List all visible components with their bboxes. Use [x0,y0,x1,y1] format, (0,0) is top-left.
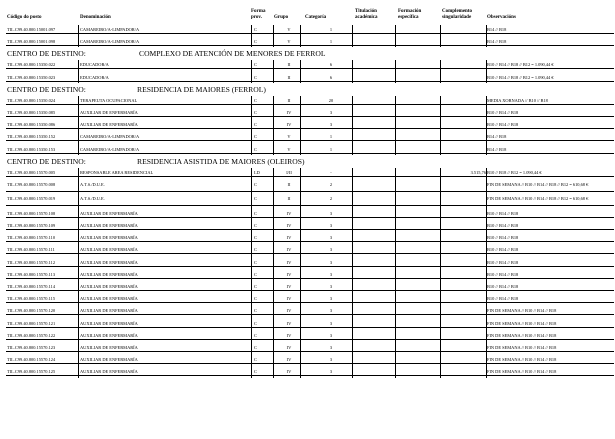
row-divider [6,314,614,315]
categoria-cell: 3 [329,110,333,115]
column-separator [251,25,252,47]
grupo-cell: IV [286,308,292,314]
forma-cell: C [254,210,257,216]
observacions-cell: B10 // B18 // B12 = 1.090,44 € [487,169,542,175]
post-code: TIL.C99.40.800.15350.022 [7,62,56,68]
post-code: TIL.C99.40.800.15001.098 [7,39,56,45]
row-divider [6,351,614,352]
grupo-cell: IV [286,284,292,289]
post-code: TIL.C99.40.800.15350.153 [7,146,56,152]
column-separator [395,96,396,155]
grupo-cell: II [287,97,291,103]
row-divider [6,217,614,218]
categoria-cell: 3 [329,357,333,363]
observacions-cell: B14 // B18 [487,146,507,152]
observacions-cell: B10 // B14 // B18 [487,284,519,289]
post-code: TIL.C99.40.800.15570.113 [7,271,56,277]
section-name: RESIDENCIA DE MAIORES (FERROL) [137,84,266,94]
column-separator [78,168,79,378]
header-categoria: Categoría [305,15,327,20]
post-code: TIL.C99.40.800.15350.086 [7,122,56,128]
denominacion-cell: AUXILIAR DE ENFERMARÍA [80,357,138,363]
row-divider [6,191,614,192]
categoria-cell: 6 [329,74,333,80]
categoria-cell: 1 [329,27,333,32]
observacions-cell: FIN DE SEMANA // B10 // B14 // B18 [487,357,557,363]
column-separator [486,168,487,378]
header-denominacion: Denominación [80,15,111,20]
row-divider [6,140,614,141]
denominacion-cell: CAMAREIRO/A-LIMPADOR/A [80,27,140,32]
denominacion-cell: AUXILIAR DE ENFERMARÍA [80,320,138,326]
grupo-cell: II [287,74,291,80]
forma-cell: C [254,110,257,115]
grupo-cell: V [287,27,291,32]
post-code: TIL.C99.40.800.15570.109 [7,223,56,228]
grupo-cell: IV [286,296,292,302]
forma-cell: C [254,235,257,241]
forma-cell: C [254,97,257,103]
observacions-cell: B10 // B14 // B18 [487,223,519,228]
post-code: TIL.C99.40.800.15570.019 [7,196,56,202]
denominacion-cell: AUXILIAR DE ENFERMARÍA [80,259,138,265]
forma-cell: C [254,308,257,314]
row-divider [6,253,614,254]
forma-cell: C [254,247,257,253]
categoria-cell: 3 [329,122,333,128]
row-divider [6,302,614,303]
column-separator [440,96,441,155]
categoria-cell: - [330,169,332,175]
forma-cell: C [254,74,257,80]
forma-cell: C [254,369,257,375]
observacions-cell: B10 // B14 // B18 // B12 = 1.090,44 € [487,62,554,68]
forma-cell: C [254,27,257,32]
column-separator [352,96,353,155]
section-name: COMPLEXO DE ATENCIÓN DE MENORES DE FERROL [139,49,326,59]
row-divider [6,104,614,105]
observacions-cell: FIN DE SEMANA // B10 // B14 // B18 [487,332,557,338]
denominacion-cell: AUXILIAR DE ENFERMARÍA [80,223,138,228]
categoria-cell: 3 [329,247,333,253]
observacions-cell: B14 // B18 [487,39,507,45]
column-separator [273,60,274,82]
observacions-cell: B14 // B18 [487,134,507,140]
section-label: CENTRO DE DESTINO: [7,49,86,59]
categoria-cell: 6 [329,62,333,68]
grupo-cell: IV [286,332,292,338]
grupo-cell: IV [286,122,292,128]
grupo-cell: IV [286,259,292,265]
categoria-cell: 3 [329,210,333,216]
column-separator [251,60,252,82]
forma-cell: C [254,357,257,363]
forma-cell: C [254,134,257,140]
grupo-cell: IV [286,247,292,253]
forma-cell: C [254,259,257,265]
column-separator [352,60,353,82]
observacions-cell: B10 // B14 // B18 [487,296,519,302]
header-observacions: Observacións [487,15,516,20]
denominacion-cell: EDUCADOR/A [80,62,109,68]
post-code: TIL.C99.40.800.15570.121 [7,320,56,326]
forma-cell: C [254,146,257,152]
column-separator [300,60,301,82]
post-code: TIL.C99.40.800.15350.152 [7,134,56,140]
column-separator [273,96,274,155]
post-code: TIL.C99.40.800.15570.008 [7,182,56,187]
row-divider [6,278,614,279]
observacions-cell: FIN DE SEMANA // B10 // B14 // B18 // B12 = 610,68 € [487,196,589,202]
categoria-cell: 1 [329,39,333,45]
observacions-cell: B10 // B14 // B18 [487,247,519,253]
column-separator [395,168,396,378]
forma-cell: C [254,332,257,338]
post-code: TIL.C99.40.800.15570.112 [7,259,56,265]
categoria-cell: 3 [329,320,333,326]
observacions-cell: FIN DE SEMANA // B10 // B14 // B18 [487,369,557,375]
column-separator [352,25,353,47]
row-divider [6,290,614,291]
grupo-cell: IV [286,357,292,363]
post-code: TIL.C99.40.800.15570.122 [7,332,56,338]
column-separator [78,25,79,47]
denominacion-cell: AUXILIAR DE ENFERMARÍA [80,369,138,375]
categoria-cell: 1 [329,134,333,140]
column-separator [300,25,301,47]
column-separator [440,25,441,47]
denominacion-cell: CAMAREIRO/A-LIMPADOR/A [80,134,140,140]
post-code: TIL.C99.40.800.15350.085 [7,110,56,115]
denominacion-cell: CAMAREIRO/A-LIMPADOR/A [80,146,140,152]
denominacion-cell: AUXILIAR DE ENFERMARÍA [80,110,138,115]
observacions-cell: B10 // B14 // B18 [487,210,519,216]
denominacion-cell: A.T.S./D.U.E. [80,196,105,202]
section-name: RESIDENCIA ASISTIDA DE MAIORES (OLEIROS) [137,156,305,166]
forma-cell: C [254,223,257,228]
observacions-cell: B10 // B14 // B18 [487,122,519,128]
column-separator [395,25,396,47]
categoria-cell: 3 [329,332,333,338]
denominacion-cell: EDUCADOR/A [80,74,109,80]
section-label: CENTRO DE DESTINO: [7,156,86,166]
column-separator [273,168,274,378]
column-separator [300,168,301,378]
forma-cell: LD [254,169,260,175]
categoria-cell: 3 [329,284,333,289]
grupo-cell: IV [286,271,292,277]
grupo-cell: IV [286,210,292,216]
header-formacion: Formación específica [398,9,422,20]
forma-cell: C [254,39,257,45]
denominacion-cell: A.T.S./D.U.E. [80,182,105,187]
denominacion-cell: RESPONSABLE AREA RESIDENCIAL [80,169,154,175]
column-separator [395,60,396,82]
post-code: TIL.C99.40.800.15570.125 [7,369,56,375]
denominacion-cell: TERAPEUTA OCUPACIONAL [80,97,138,103]
row-divider [6,81,614,82]
row-divider [6,116,614,117]
post-code: TIL.C99.40.800.15570.108 [7,210,56,216]
row-divider [6,327,614,328]
row-divider [6,229,614,230]
column-separator [78,60,79,82]
grupo-cell: IV [286,223,292,228]
denominacion-cell: AUXILIAR DE ENFERMARÍA [80,345,138,350]
header-grupo: Grupo [274,15,289,20]
grupo-cell: V [287,39,291,45]
forma-cell: C [254,320,257,326]
column-separator [300,96,301,155]
header-forma: Forma prov. [251,9,266,20]
observacions-cell: B14 // B18 [487,27,507,32]
column-separator [78,96,79,155]
forma-cell: C [254,122,257,128]
categoria-cell: 3 [329,259,333,265]
post-code: TIL.C99.40.800.15570.005 [7,169,56,175]
post-code: TIL.C99.40.800.15350.023 [7,74,56,80]
denominacion-cell: AUXILIAR DE ENFERMARÍA [80,332,138,338]
categoria-cell: 3 [329,235,333,241]
column-separator [486,96,487,155]
forma-cell: C [254,62,257,68]
post-code: TIL.C99.40.800.15570.114 [7,284,56,289]
column-separator [352,168,353,378]
forma-cell: C [254,345,257,350]
grupo-cell: IV [286,345,292,350]
row-divider [6,363,614,364]
categoria-cell: 20 [328,97,334,103]
grupo-cell: II [287,62,291,68]
header-code: Código do posto [7,15,42,20]
observacions-cell: B10 // B14 // B18 [487,271,519,277]
column-separator [251,96,252,155]
observacions-cell: B10 // B14 // B18 [487,259,519,265]
grupo-cell: IV [286,110,292,115]
grupo-cell: V [287,146,291,152]
grupo-cell: IV [286,235,292,241]
categoria-cell: 3 [329,345,333,350]
observacions-cell: FIN DE SEMANA // B10 // B14 // B18 // B12 = 610,68 € [487,182,589,187]
grupo-cell: IV [286,320,292,326]
row-divider [6,176,614,177]
observacions-cell: B10 // B14 // B18 // B12 = 1.090,44 € [487,74,554,80]
header-complemento: Complemento singularidade [442,9,472,20]
observacions-cell: FIN DE SEMANA // B10 // B14 // B18 [487,320,557,326]
grupo-cell: II [287,196,291,202]
column-separator [273,25,274,47]
denominacion-cell: AUXILIAR DE ENFERMARÍA [80,210,138,216]
categoria-cell: 2 [329,182,333,187]
post-code: TIL.C99.40.800.15570.111 [7,247,55,253]
categoria-cell: 1 [329,146,333,152]
column-separator [486,60,487,82]
row-divider [6,266,614,267]
row-divider [6,33,614,34]
post-code: TIL.C99.40.800.15570.110 [7,235,56,241]
forma-cell: C [254,271,257,277]
post-code: TIL.C99.40.800.15001.097 [7,27,56,32]
row-divider [6,153,614,154]
grupo-cell: I/II [286,169,292,175]
header-titulacion: Titulación académica [355,9,378,20]
denominacion-cell: AUXILIAR DE ENFERMARÍA [80,247,138,253]
observacions-cell: MEDIA XORNADA // B10 // B18 [487,97,548,103]
row-divider [6,241,614,242]
categoria-cell: 3 [329,223,333,228]
post-code: TIL.C99.40.800.15350.024 [7,97,56,103]
forma-cell: C [254,182,257,187]
column-separator [440,60,441,82]
observacions-cell: FIN DE SEMANA // B10 // B14 // B18 [487,308,557,314]
row-divider [6,128,614,129]
column-separator [440,168,441,378]
forma-cell: C [254,196,257,202]
categoria-cell: 3 [329,369,333,375]
categoria-cell: 3 [329,296,333,302]
post-code: TIL.C99.40.800.15570.124 [7,357,56,363]
grupo-cell: II [287,182,291,187]
denominacion-cell: AUXILIAR DE ENFERMARÍA [80,122,138,128]
denominacion-cell: AUXILIAR DE ENFERMARÍA [80,235,138,241]
row-divider [6,339,614,340]
post-code: TIL.C99.40.800.15570.115 [7,296,56,302]
categoria-cell: 3 [329,308,333,314]
post-code: TIL.C99.40.800.15570.123 [7,345,56,350]
row-divider [6,45,614,46]
denominacion-cell: CAMAREIRO/A-LIMPADOR/A [80,39,140,45]
denominacion-cell: AUXILIAR DE ENFERMARÍA [80,308,138,314]
grupo-cell: V [287,134,291,140]
grupo-cell: IV [286,369,292,375]
post-code: TIL.C99.40.800.15570.120 [7,308,56,314]
complemento-cell: 3.515,76 [470,169,486,175]
observacions-cell: B10 // B14 // B18 [487,235,519,241]
categoria-cell: 3 [329,271,333,277]
categoria-cell: 2 [329,196,333,202]
forma-cell: C [254,284,257,289]
row-divider [6,205,614,206]
denominacion-cell: AUXILIAR DE ENFERMARÍA [80,296,138,302]
denominacion-cell: AUXILIAR DE ENFERMARÍA [80,271,138,277]
forma-cell: C [254,296,257,302]
column-separator [251,168,252,378]
section-label: CENTRO DE DESTINO: [7,84,86,94]
observacions-cell: FIN DE SEMANA // B10 // B14 // B18 [487,345,557,350]
observacions-cell: B10 // B14 // B18 [487,110,519,115]
denominacion-cell: AUXILIAR DE ENFERMARÍA [80,284,138,289]
row-divider [6,375,614,376]
column-separator [486,25,487,47]
row-divider [6,68,614,69]
